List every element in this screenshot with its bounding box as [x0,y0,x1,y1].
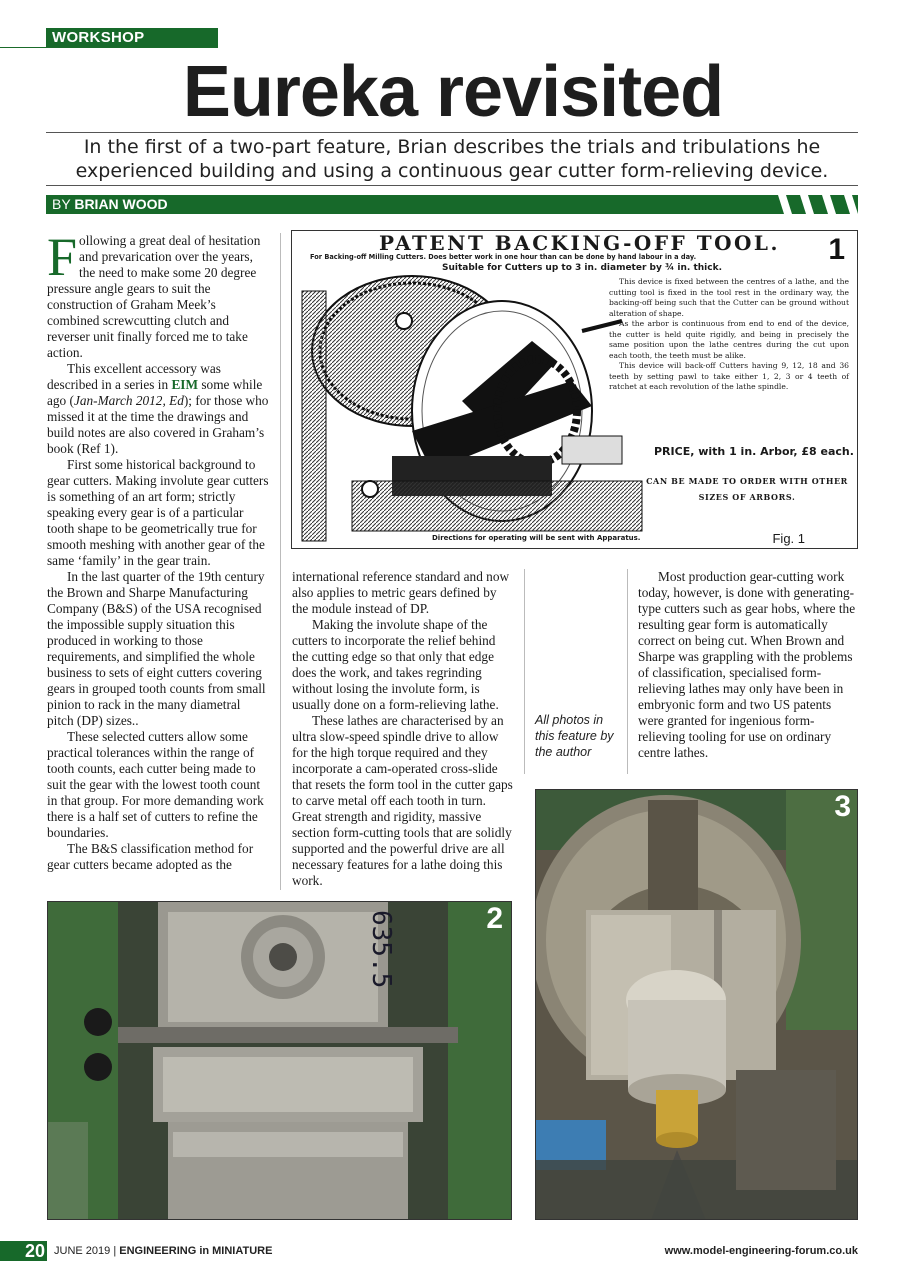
article-paragraph: Making the involute shape of the cutters to incorporate the relief behind the cutting edge so that only that edge does the work, and takes regrinding without losing the involute form, is usually done on a form-relieving lathe. [292,617,499,712]
paragraph-text: ); for those who missed it at the time the drawings and build notes are also covered in Graham’s book (Ref 1). [47,393,269,456]
paragraph-text: ollowing a great deal of hesitation and prevarication over the years, the need to make some 20 degree pressure angle gears to suit the construction of Graham Meek’s combined screwcutting clutch and reverser unit finally forced me to take action. [47,233,261,360]
paragraph-text: some while ago ( [47,377,263,408]
byline-stripes-icon [778,195,858,214]
column-divider [627,569,628,774]
section-tag [0,28,218,48]
section-label: WORKSHOP [46,28,218,47]
patent-suitable: Suitable for Cutters up to 3 in. diameter by ¾ in. thick. [442,263,723,273]
article-column-2 [292,569,514,889]
patent-paragraph: As the arbor is continuous from end to end of the device, the cutter is held quite rigidly, and being in precisely the same position upon the lathe centres during the cut upon each tooth, the teeth must be alike. [609,319,849,360]
article-paragraph: These selected cutters allow some practical tolerances within the range of tooth counts, each cutter being made to suit the gear with the lowest tooth count in that group. For more demanding work there is a half set of cutters to refine the boundaries. [47,729,264,840]
article-paragraph: First some historical background to gear cutters. Making involute gear cutters is something of an art form; strictly speaking every gear is of a particular tooth shape to be geometrically true for smooth meshing with another gear of the same ‘family’ in the gear train. [47,457,269,568]
footer-issue [54,1245,272,1257]
article-paragraph [47,227,269,361]
byline [46,195,858,214]
footer-separator: | [110,1245,120,1257]
paragraph-text: This excellent accessory was described in a series in [47,361,221,392]
drop-cap: F [47,227,78,287]
byline-prefix: BY [52,196,71,212]
patent-heading: PATENT BACKING-OFF TOOL. [379,231,780,255]
article-column-1 [47,227,269,873]
photo-credit-caption: All photos in this feature by the author [535,713,614,759]
article-paragraph: In the last quarter of the 19th century the Brown and Sharpe Manufacturing Company (B&S) of the USA recognised the impossible supply situation this produced in working to those requirements, and simplified the whole business to sets of eight cutters covering gears in grouped tooth counts from small pinion to rack in the many diametral pitch (DP) sizes.. [47,569,266,728]
section-tag-rule [0,47,218,48]
patent-description [609,277,849,393]
patent-paragraph: This device will back-off Cutters having 9, 12, 18 and 36 teeth by setting pawl to take either 1, 2, 3 or 4 teeth of ratchet at each revolution of the lathe spindle. [609,361,849,391]
photo-3-lathe-chuck [535,789,858,1220]
editor-note: Jan-March 2012, Ed [73,393,184,408]
issue-date: JUNE 2019 [54,1245,111,1257]
patent-subheading: For Backing-off Milling Cutters. Does better work in one hour than can be done by hand labour in a day. [310,253,697,261]
photo-2-cutter-fixture [47,901,512,1220]
standfirst-top-rule [46,132,858,133]
article-paragraph: Most production gear-cutting work today, however, is done with generating-type cutters such as gear hobs, where the resulting gear form is automatically correct on being cut. When Brown and Sharpe was grappling with the problems of classification, specialised form-relieving lathes may only have been in embryonic form and two US patents were granted for ingenious form-relieving tooling for use on ordinary centre lathes. [638,569,856,760]
article-paragraph: The B&S classification method for gear cutters became adopted as the [47,841,254,872]
article-column-3 [638,569,858,761]
column-divider [280,233,281,890]
patent-directions: Directions for operating will be sent with Apparatus. [432,534,641,542]
article-paragraph [47,361,269,457]
hand-marking: 635.5 [366,910,396,989]
byline-author: BRIAN WOOD [74,196,168,212]
photo-number: 3 [834,790,851,823]
figure-1-patent-advert [291,230,858,549]
patent-order-note: CAN BE MADE TO ORDER WITH OTHER SIZES OF ARBORS. [646,476,848,502]
fixture-photo-illustration [48,902,512,1220]
article-paragraph: international reference standard and now also applies to metric gears defined by the module instead of DP. [292,569,510,616]
column-divider [524,569,525,774]
figure-number: 1 [828,233,845,266]
patent-paragraph: This device is fixed between the centres of a lathe, and the cutting tool is fixed in the tool rest in the ordinary way, the backing-off being such that the Cutter can be ground without alteration of shape. [609,277,849,318]
standfirst-bottom-rule [46,185,858,186]
eim-reference: EIM [171,377,199,392]
figure-1-label: Fig. 1 [772,531,805,546]
page-number: 20 [0,1241,47,1261]
standfirst: In the first of a two-part feature, Brian describes the trials and tribulations he experienced building and using a continuous gear cutter form-relieving device. [75,136,829,182]
article-title: Eureka revisited [182,52,724,132]
footer-url[interactable]: www.model-engineering-forum.co.uk [664,1245,858,1257]
patent-price: PRICE, with 1 in. Arbor, £8 each. [654,445,854,458]
magazine-name: ENGINEERING in MINIATURE [119,1245,273,1257]
article-paragraph: These lathes are characterised by an ultra slow-speed spindle drive to allow for the high torque required and they incorporate a cam-operated cross-slide that resets the form tool in the cutter gaps to carve metal off each tooth in turn. Great strength and rigidity, massive section form-cutting tools that are solidly supported and the powerful drive are all necessary features for a lathe doing this work. [292,713,513,888]
chuck-photo-illustration [536,790,858,1220]
photo-number: 2 [486,902,503,935]
